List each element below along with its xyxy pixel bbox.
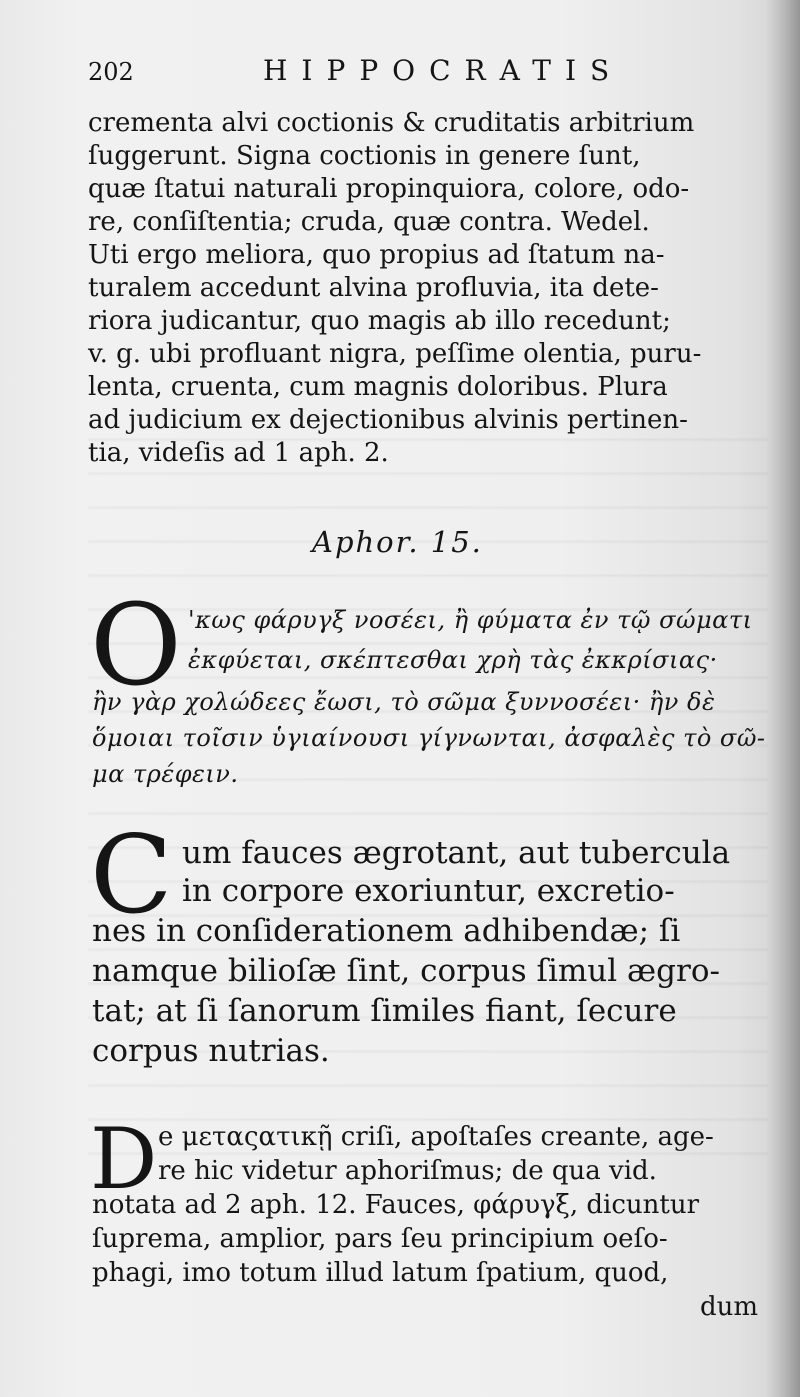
translation-line-1: um fauces ægrotant, aut tubercula (182, 835, 731, 871)
greek-line-2: ἐκφύεται, σκέπτεσθαι χρὴ τὰς ἐκκρίσιας· (188, 646, 718, 674)
running-title: HIPPOCRATIS (263, 54, 624, 87)
commentary-line-2: ſuggerunt. Signa coctionis in genere ſunt, (88, 141, 641, 171)
commentary-line-1: crementa alvi coctionis & cruditatis arbitrium (88, 108, 695, 138)
commentary2-line-5: phagi, imo totum illud latum ſpatium, quod, (92, 1258, 669, 1288)
commentary-line-10: ad judicium ex dejectionibus alvinis pertinen- (88, 405, 688, 435)
commentary-line-8: v. g. ubi profluant nigra, peſſime olentia, puru- (88, 339, 702, 369)
commentary-line-9: lenta, cruenta, cum magnis doloribus. Plura (88, 372, 668, 402)
commentary2-line-4: ſuprema, amplior, pars ſeu principium oeſo- (92, 1224, 668, 1254)
catchword: dum (700, 1292, 759, 1322)
commentary-line-6: turalem accedunt alvina profluvia, ita dete- (88, 273, 659, 303)
commentary2-line-2: re hic videtur aphoriſmus; de qua vid. (158, 1156, 657, 1186)
commentary2-line-1: e μεταςατικῇ criſi, apoſtaſes creante, age- (158, 1122, 714, 1152)
translation-line-4: namque bilioſæ ſint, corpus ſimul ægro- (92, 953, 720, 989)
commentary-line-4: re, conſiſtentia; cruda, quæ contra. Wedel. (88, 207, 650, 237)
greek-line-3: ἢν γὰρ χολώδεες ἔωσι, τὸ σῶμα ξυννοσέει· ἢν δὲ (92, 688, 716, 716)
greek-line-4: ὅμοιαι τοῖσιν ὑγιαίνουσι γίγνωνται, ἀσφαλὲς τὸ σῶ- (92, 724, 766, 752)
translation-line-2: in corpore exoriuntur, excretio- (182, 873, 675, 909)
commentary-line-7: riora judicantur, quo magis ab illo recedunt; (88, 306, 671, 336)
commentary-line-3: quæ ſtatui naturali propinquiora, colore, odo- (88, 174, 690, 204)
page-header (88, 52, 778, 92)
commentary2-line-3: notata ad 2 aph. 12. Fauces, φάρυγξ, dicuntur (92, 1190, 700, 1220)
commentary-dropcap: D (90, 1110, 158, 1208)
greek-line-5: μα τρέφειν. (92, 760, 239, 788)
commentary-line-11: tia, videſis ad 1 aph. 2. (88, 438, 389, 468)
greek-dropcap: O (90, 581, 182, 711)
page-number: 202 (88, 58, 134, 86)
translation-line-6: corpus nutrias. (92, 1033, 330, 1069)
translation-line-5: tat; at ſi ſanorum ſimiles fiant, ſecure (92, 993, 677, 1029)
greek-line-1: 'κως φάρυγξ νοσέει, ἢ φύματα ἐν τῷ σώματι (188, 606, 753, 634)
translation-line-3: nes in conſiderationem adhibendæ; ſi (92, 913, 681, 949)
latin-dropcap: C (90, 813, 173, 938)
aphorism-heading: Aphor. 15. (312, 525, 483, 559)
commentary-line-5: Uti ergo meliora, quo propius ad ſtatum na- (88, 240, 665, 270)
